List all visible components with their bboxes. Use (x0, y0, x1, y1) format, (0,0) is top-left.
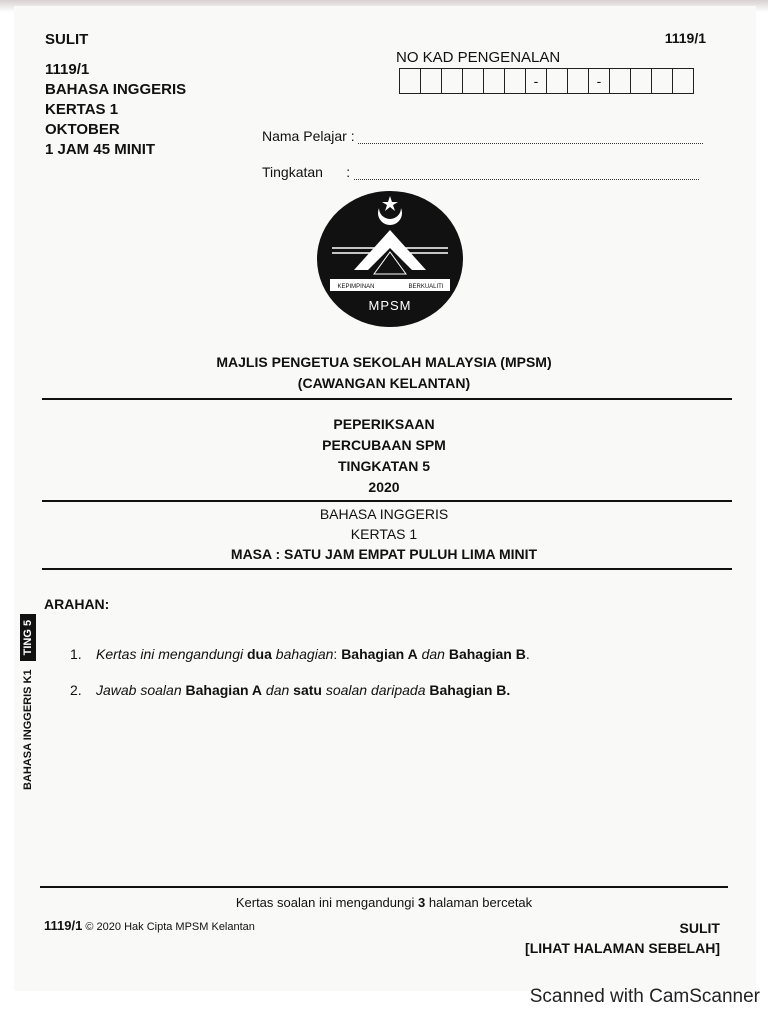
student-name-label: Nama Pelajar : (262, 128, 355, 144)
instruction-text: . (525, 646, 530, 662)
divider-2 (42, 500, 732, 502)
page-count-number: 3 (417, 895, 426, 910)
exam-name: PERCUBAAN SPM (322, 437, 446, 453)
organisation-block (0, 352, 768, 394)
subject-name: BAHASA INGGERIS (45, 81, 187, 98)
student-name-field[interactable] (262, 128, 703, 144)
paper-info-subject: BAHASA INGGERIS (319, 506, 449, 522)
instruction-item-2 (70, 682, 510, 698)
scanner-watermark: Scanned with CamScanner (529, 986, 760, 1007)
page-count-text: halaman bercetak (425, 895, 533, 910)
paper-code-right: 1119/1 (664, 30, 706, 46)
instruction-emphasis: dua (247, 646, 272, 662)
footer-paper-code: 1119/1 (44, 918, 83, 933)
ic-digit-box[interactable] (567, 68, 589, 94)
instruction-text: dan (262, 682, 294, 698)
ic-number-label: NO KAD PENGENALAN (396, 49, 561, 66)
instruction-text: Kertas ini mengandungi (96, 646, 247, 662)
header-left-block (45, 30, 186, 160)
ic-digit-box[interactable] (462, 68, 484, 94)
ic-digit-box[interactable] (399, 68, 421, 94)
ic-digit-box[interactable] (546, 68, 568, 94)
paper-number: KERTAS 1 (45, 101, 119, 118)
next-page-note: [LIHAT HALAMAN SEBELAH] (525, 940, 720, 956)
logo-ribbon-left: KEPIMPINAN (337, 284, 375, 290)
ic-digit-box[interactable] (672, 68, 694, 94)
logo-ribbon-right: BERKUALITI (408, 284, 444, 290)
instruction-number: 2. (70, 682, 82, 698)
sidebar-form-tab: TING 5 (20, 614, 36, 661)
instruction-item-1 (70, 646, 530, 662)
instruction-emphasis: Bahagian A (185, 682, 263, 698)
copyright-line (44, 918, 255, 933)
ic-digit-box[interactable] (609, 68, 631, 94)
ic-digit-box[interactable]: - (588, 68, 610, 94)
instruction-emphasis: satu (293, 682, 322, 698)
ic-digit-box[interactable] (441, 68, 463, 94)
exam-month: OKTOBER (45, 121, 120, 138)
logo-acronym: MPSM (368, 298, 412, 313)
page-count-note (0, 895, 768, 910)
instruction-emphasis: Bahagian A (341, 646, 418, 662)
sidebar-subject: BAHASA INGGERIS K1 (22, 669, 34, 790)
divider-1 (42, 398, 732, 400)
divider-footer (40, 886, 728, 888)
instruction-text: dan (417, 646, 449, 662)
form-level-line[interactable] (354, 167, 699, 180)
organisation-name: MAJLIS PENGETUA SEKOLAH MALAYSIA (MPSM) (216, 354, 552, 370)
ic-digit-box[interactable] (420, 68, 442, 94)
instruction-text: soalan daripada (321, 682, 430, 698)
divider-3 (42, 568, 732, 570)
organisation-branch: (CAWANGAN KELANTAN) (297, 375, 471, 391)
page-count-text: Kertas soalan ini mengandungi (235, 895, 418, 910)
instruction-emphasis: . (506, 682, 511, 698)
sidebar-label (20, 614, 36, 790)
student-name-line[interactable] (358, 131, 703, 144)
exam-duration: 1 JAM 45 MINIT (45, 141, 156, 158)
footer-sulit: SULIT (679, 920, 720, 936)
form-level-field[interactable] (262, 164, 699, 180)
instruction-text: bahagian (271, 646, 334, 662)
ic-digit-box[interactable] (651, 68, 673, 94)
exam-block (0, 414, 768, 498)
instruction-emphasis: Bahagian B (429, 682, 507, 698)
ic-digit-box[interactable] (483, 68, 505, 94)
exam-form: TINGKATAN 5 (337, 458, 431, 474)
paper-info-time: MASA : SATU JAM EMPAT PULUH LIMA MINIT (230, 546, 538, 562)
instructions-title: ARAHAN: (44, 596, 110, 612)
sulit-label: SULIT (45, 31, 89, 48)
ic-number-boxes[interactable] (400, 68, 694, 94)
instruction-number: 1. (70, 646, 82, 662)
exam-type: PEPERIKSAAN (333, 416, 435, 432)
instruction-text: : (333, 646, 342, 662)
paper-info-paper: KERTAS 1 (350, 526, 418, 542)
ic-digit-box[interactable]: - (525, 68, 547, 94)
instruction-emphasis: Bahagian B (448, 646, 526, 662)
paper-code: 1119/1 (45, 61, 90, 78)
form-level-label: Tingkatan : (262, 164, 351, 180)
ic-digit-box[interactable] (630, 68, 652, 94)
footer-right (525, 918, 720, 958)
ic-digit-box[interactable] (504, 68, 526, 94)
instruction-text: Jawab soalan (96, 682, 186, 698)
paper-info-block (0, 504, 768, 564)
mpsm-logo (316, 190, 464, 328)
copyright-text: © 2020 Hak Cipta MPSM Kelantan (82, 921, 255, 933)
exam-year: 2020 (368, 479, 400, 495)
